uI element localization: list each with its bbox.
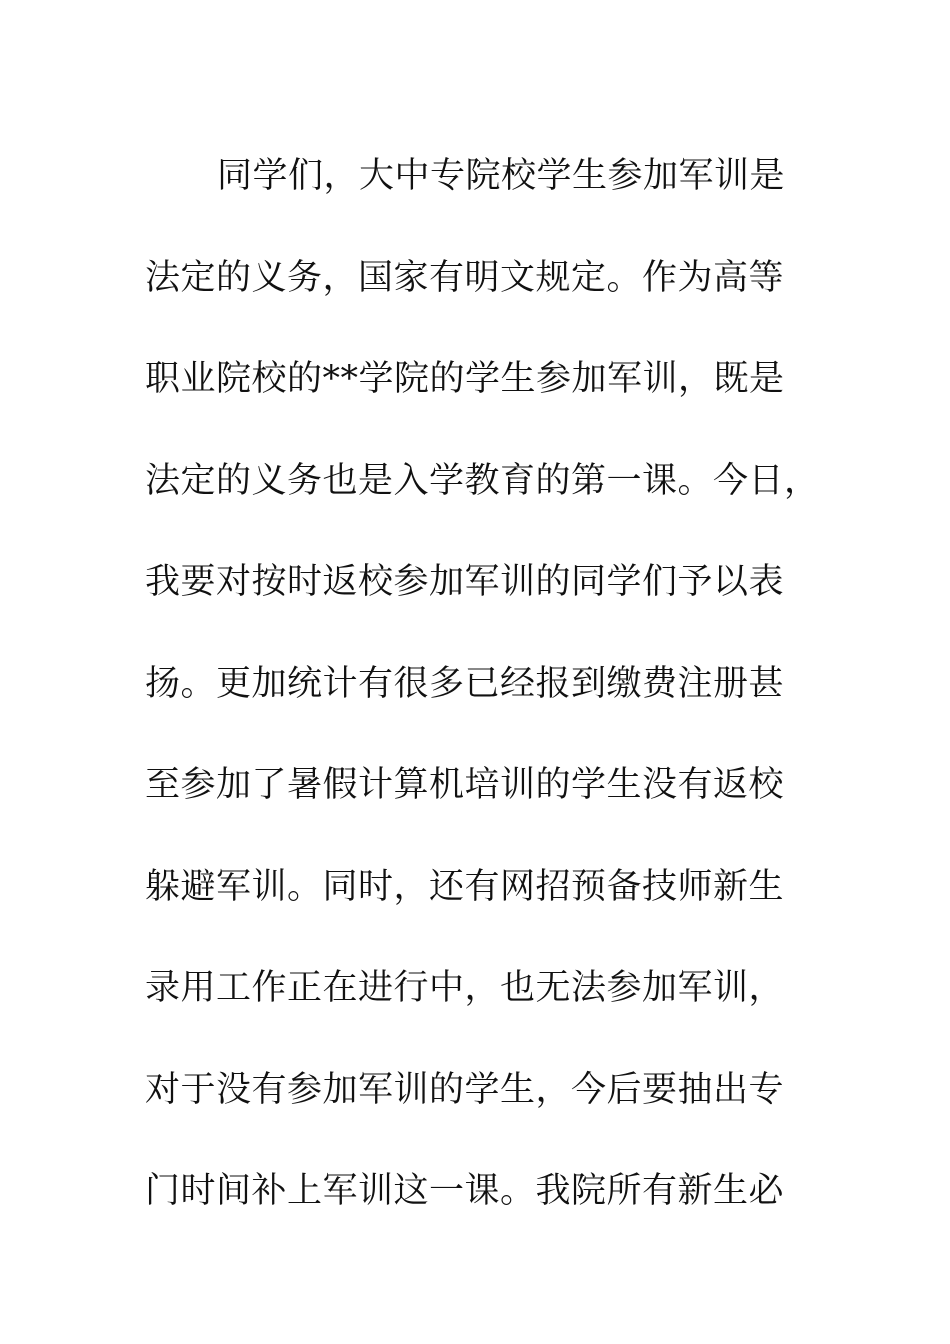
text-line-8: 躲避军训。同时，还有网招预备技师新生 [145,866,785,907]
body-text [145,126,825,1243]
text-line-6: 扬。更加统计有很多已经报到缴费注册甚 [145,663,785,704]
text-line-7: 至参加了暑假计算机培训的学生没有返校 [145,765,785,805]
text-line-3: 职业院校的**学院的学生参加军训，既是 [145,359,785,399]
text-line-5: 我要对按时返校参加军训的同学们予以表 [145,562,785,602]
text-line-4: 法定的义务也是入学教育的第一课。今日， [145,460,820,501]
text-line-10: 对于没有参加军训的学生，今后要抽出专 [145,1069,785,1110]
text-line-11: 门时间补上军训这一课。我院所有新生必 [145,1171,785,1211]
text-line-2: 法定的义务，国家有明文规定。作为高等 [145,257,785,298]
text-line-9: 录用工作正在进行中，也无法参加军训， [145,968,785,1008]
text-line-1: 同学们，大中专院校学生参加军训是 [217,156,786,196]
